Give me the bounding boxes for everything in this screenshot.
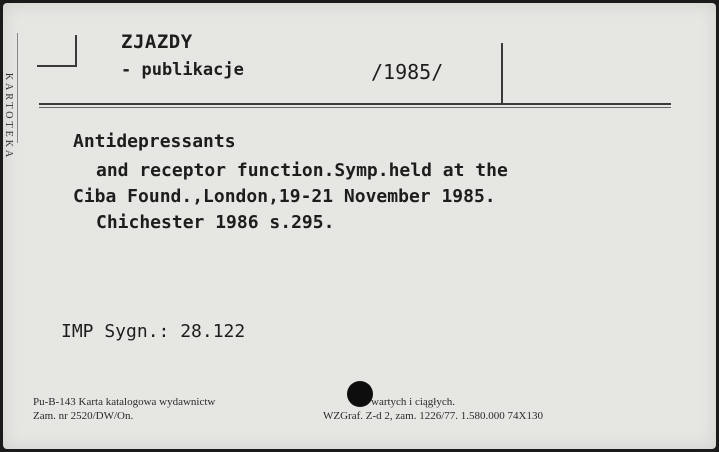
punch-hole xyxy=(347,381,373,407)
entry-line-2: and receptor function.Symp.held at the xyxy=(96,160,508,181)
form-footer-line-2a: Zam. nr 2520/DW/On. xyxy=(33,410,134,422)
form-footer-line-1a: Pu-B-143 Karta katalogowa wydawnictw xyxy=(33,396,216,408)
header-divider-vertical xyxy=(501,43,503,103)
entry-line-3: Ciba Found.,London,19-21 November 1985. xyxy=(73,186,496,207)
header-rule-bottom xyxy=(39,107,671,108)
catalog-card xyxy=(3,3,716,449)
header-bracket-vertical xyxy=(75,35,77,65)
subheading: - publikacje xyxy=(121,60,244,80)
form-footer-line-2b: WZGraf. Z-d 2, zam. 1226/77. 1.580.000 74X130 xyxy=(323,410,543,422)
header-rule-top xyxy=(39,103,671,105)
form-footer-line-1b: wartych i ciągłych. xyxy=(371,396,455,408)
year-mark: /1985/ xyxy=(371,60,444,84)
entry-line-4: Chichester 1986 s.295. xyxy=(96,212,335,233)
side-tab xyxy=(3,33,18,161)
call-number: IMP Sygn.: 28.122 xyxy=(61,321,246,342)
header-bracket-horizontal xyxy=(37,65,77,67)
side-label: KARTOTEKA xyxy=(3,72,15,161)
entry-title: Antidepressants xyxy=(73,131,236,152)
subject-heading: ZJAZDY xyxy=(121,31,193,53)
